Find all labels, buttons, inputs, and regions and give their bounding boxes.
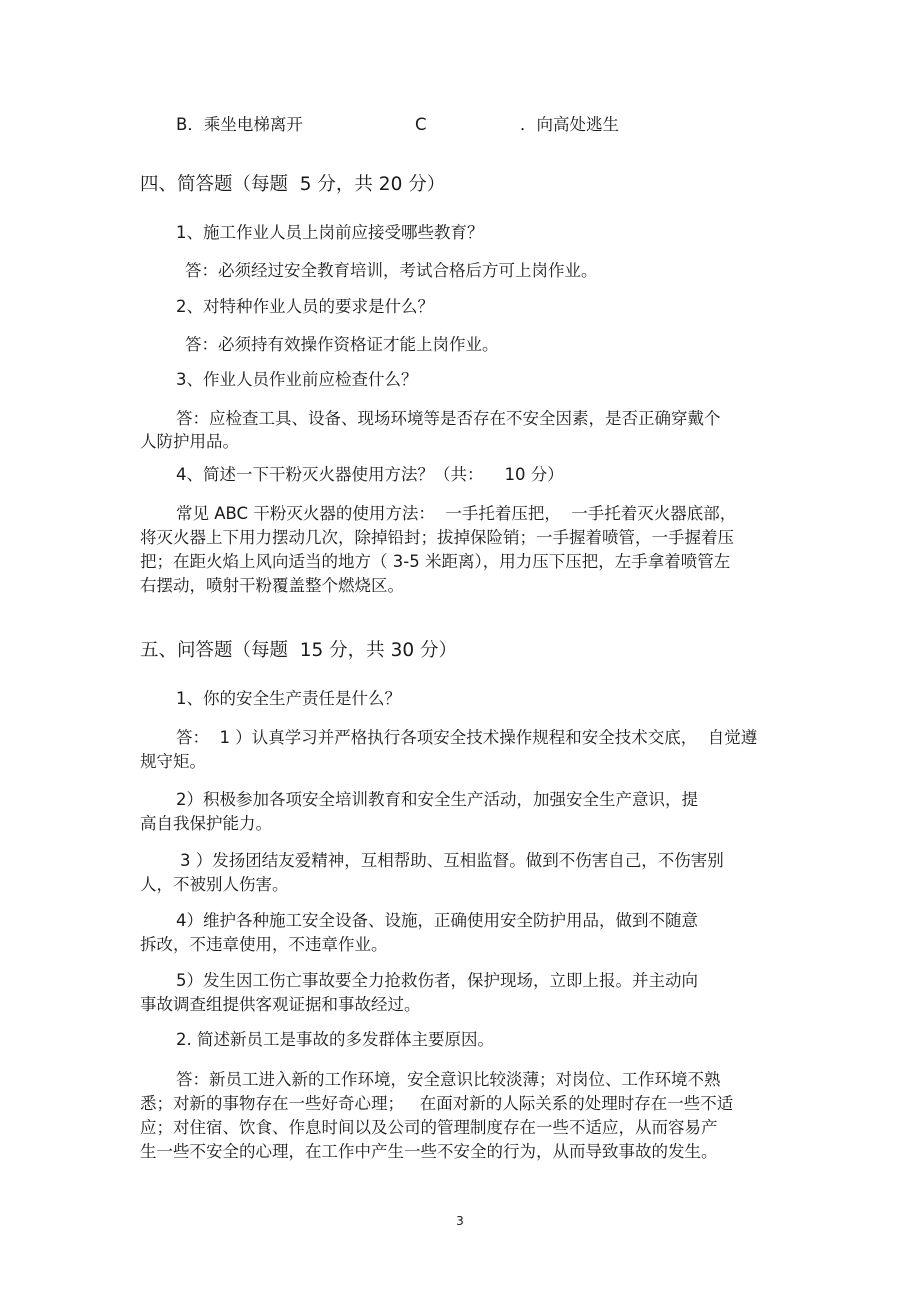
section4-heading: 四、简答题（每题 5 分，共 20 分）: [140, 174, 446, 195]
section4-a3-line2: 人防护用品。: [140, 432, 239, 451]
section5-heading: 五、问答题（每题 15 分，共 30 分）: [140, 640, 457, 661]
section4-a4-line4: 右摆动，喷射干粉覆盖整个燃烧区。: [140, 576, 404, 595]
section4-a4-line1: 常见 ABC 干粉灭火器的使用方法： 一手托着压把， 一手托着灭火器底部，: [176, 504, 737, 523]
section4-a1: 答：必须经过安全教育培训，考试合格后方可上岗作业。: [185, 261, 598, 280]
section5-q2: 2. 简述新员工是事故的多发群体主要原因。: [176, 1030, 494, 1049]
section5-a1-item3-line2: 人，不被别人伤害。: [140, 875, 289, 894]
section5-a1-item5-line2: 事故调查组提供客观证据和事故经过。: [140, 995, 421, 1014]
section5-a1-item2-line1: 2）积极参加各项安全培训教育和安全生产活动，加强安全生产意识，提: [176, 790, 698, 809]
section5-a1-item1-line2: 规守矩。: [140, 752, 206, 771]
section5-q1: 1、你的安全生产责任是什么？: [176, 689, 401, 708]
section4-a4-line2: 将灭火器上下用力摆动几次，除掉铅封；拔掉保险销；一手握着喷管，一手握着压: [140, 528, 734, 547]
section5-a1-item4-line2: 拆改，不违章使用，不违章作业。: [140, 935, 388, 954]
section4-a3-line1: 答：应检查工具、设备、现场环境等是否存在不安全因素，是否正确穿戴个: [176, 409, 721, 428]
section5-a2-line4: 生一些不安全的心理，在工作中产生一些不安全的行为，从而导致事故的发生。: [140, 1142, 718, 1161]
section4-a4-line3: 把；在距火焰上风向适当的地方（ 3-5 米距离），用力压下压把，左手拿着喷管左: [140, 552, 731, 571]
option-b: B．乘坐电梯离开: [176, 115, 303, 134]
section5-a1-item2-line2: 高自我保护能力。: [140, 814, 272, 833]
section5-a1-item3-line1: 3 ）发扬团结友爱精神，互相帮助、互相监督。做到不伤害自己，不伤害别: [180, 851, 724, 870]
section5-a1-item1-line1: 答： 1 ）认真学习并严格执行各项安全技术操作规程和安全技术交底， 自觉遵: [176, 728, 758, 747]
section4-q4: 4、简述一下干粉灭火器使用方法？（共： 10 分）: [176, 465, 564, 484]
option-c-letter: C: [415, 115, 427, 134]
option-c-text: ．向高处逃生: [520, 115, 619, 134]
section4-q2: 2、对特种作业人员的要求是什么？: [176, 297, 434, 316]
section5-a1-item5-line1: 5）发生因工伤亡事故要全力抢救伤者，保护现场，立即上报。并主动向: [176, 971, 698, 990]
section5-a2-line3: 应；对住宿、饮食、作息时间以及公司的管理制度存在一些不适应，从而容易产: [140, 1118, 718, 1137]
section4-q3: 3、作业人员作业前应检查什么？: [176, 370, 418, 389]
section5-a1-item4-line1: 4）维护各种施工安全设备、设施，正确使用安全防护用品，做到不随意: [176, 911, 698, 930]
section4-a2: 答：必须持有效操作资格证才能上岗作业。: [185, 335, 499, 354]
page-number: 3: [456, 1214, 464, 1228]
section5-a2-line2: 悉；对新的事物存在一些好奇心理； 在面对新的人际关系的处理时存在一些不适: [140, 1094, 734, 1113]
section5-a2-line1: 答：新员工进入新的工作环境，安全意识比较淡薄；对岗位、工作环境不熟: [176, 1070, 721, 1089]
section4-q1: 1、施工作业人员上岗前应接受哪些教育？: [176, 223, 484, 242]
